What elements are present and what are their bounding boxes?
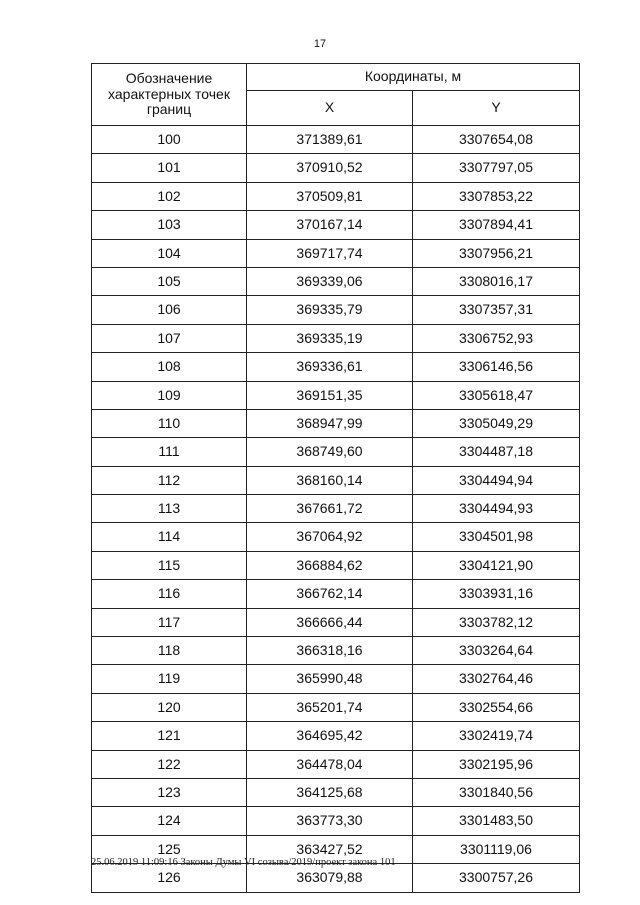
point-cell: 125	[92, 835, 247, 863]
x-coordinate-cell: 365201,74	[247, 693, 413, 721]
point-cell: 107	[92, 324, 247, 352]
table-row	[92, 580, 580, 608]
point-cell: 113	[92, 495, 247, 523]
y-coordinate-cell: 3307853,22	[413, 182, 580, 210]
table-row	[92, 693, 580, 721]
point-cell: 120	[92, 693, 247, 721]
y-coordinate-cell: 3303931,16	[413, 580, 580, 608]
point-cell: 119	[92, 665, 247, 693]
y-coordinate-cell: 3308016,17	[413, 267, 580, 295]
table-row	[92, 154, 580, 182]
x-coordinate-cell: 364125,68	[247, 778, 413, 806]
x-coordinate-cell: 370509,81	[247, 182, 413, 210]
y-coordinate-cell: 3307956,21	[413, 239, 580, 267]
y-coordinate-cell: 3302195,96	[413, 750, 580, 778]
y-coordinate-cell: 3304494,93	[413, 495, 580, 523]
point-cell: 122	[92, 750, 247, 778]
point-cell: 102	[92, 182, 247, 210]
point-cell: 108	[92, 353, 247, 381]
point-cell: 104	[92, 239, 247, 267]
x-coordinate-cell: 369336,61	[247, 353, 413, 381]
x-coordinate-cell: 366884,62	[247, 551, 413, 579]
y-coordinate-cell: 3301119,06	[413, 835, 580, 863]
point-cell: 103	[92, 211, 247, 239]
y-coordinate-cell: 3304494,94	[413, 466, 580, 494]
table-row	[92, 211, 580, 239]
y-coordinate-cell: 3307797,05	[413, 154, 580, 182]
x-coordinate-cell: 363427,52	[247, 835, 413, 863]
x-coordinate-cell: 369717,74	[247, 239, 413, 267]
table-row	[92, 551, 580, 579]
y-coordinate-cell: 3303264,64	[413, 637, 580, 665]
x-coordinate-cell: 367661,72	[247, 495, 413, 523]
y-coordinate-cell: 3300757,26	[413, 864, 580, 892]
x-coordinate-cell: 369335,79	[247, 296, 413, 324]
point-cell: 111	[92, 438, 247, 466]
table-body	[92, 126, 580, 893]
y-coordinate-cell: 3306146,56	[413, 353, 580, 381]
y-coordinate-cell: 3304487,18	[413, 438, 580, 466]
y-coordinate-cell: 3302764,46	[413, 665, 580, 693]
x-coordinate-cell: 363079,88	[247, 864, 413, 892]
point-cell: 123	[92, 778, 247, 806]
x-coordinate-cell: 369151,35	[247, 381, 413, 409]
point-cell: 124	[92, 807, 247, 835]
y-coordinate-cell: 3307894,41	[413, 211, 580, 239]
x-coordinate-cell: 366762,14	[247, 580, 413, 608]
table-row	[92, 353, 580, 381]
y-coordinate-cell: 3307654,08	[413, 126, 580, 154]
y-coordinate-cell: 3307357,31	[413, 296, 580, 324]
table-row	[92, 267, 580, 295]
table-row	[92, 523, 580, 551]
point-cell: 116	[92, 580, 247, 608]
x-coordinate-cell: 366666,44	[247, 608, 413, 636]
header-y: Y	[413, 91, 580, 126]
table-row	[92, 495, 580, 523]
table-row	[92, 239, 580, 267]
y-coordinate-cell: 3304501,98	[413, 523, 580, 551]
y-coordinate-cell: 3306752,93	[413, 324, 580, 352]
table-row	[92, 637, 580, 665]
y-coordinate-cell: 3302419,74	[413, 722, 580, 750]
point-cell: 121	[92, 722, 247, 750]
point-cell: 117	[92, 608, 247, 636]
x-coordinate-cell: 369339,06	[247, 267, 413, 295]
point-cell: 112	[92, 466, 247, 494]
y-coordinate-cell: 3302554,66	[413, 693, 580, 721]
y-coordinate-cell: 3301483,50	[413, 807, 580, 835]
header-designation: Обозначение характерных точек границ	[92, 64, 247, 126]
point-cell: 105	[92, 267, 247, 295]
point-cell: 118	[92, 637, 247, 665]
page-number: 17	[313, 38, 327, 50]
x-coordinate-cell: 364478,04	[247, 750, 413, 778]
table-row	[92, 608, 580, 636]
point-cell: 100	[92, 126, 247, 154]
point-cell: 109	[92, 381, 247, 409]
table-row	[92, 324, 580, 352]
y-coordinate-cell: 3301840,56	[413, 778, 580, 806]
x-coordinate-cell: 367064,92	[247, 523, 413, 551]
x-coordinate-cell: 368947,99	[247, 409, 413, 437]
x-coordinate-cell: 369335,19	[247, 324, 413, 352]
point-cell: 110	[92, 409, 247, 437]
table-row	[92, 126, 580, 154]
x-coordinate-cell: 366318,16	[247, 637, 413, 665]
y-coordinate-cell: 3305049,29	[413, 409, 580, 437]
table-row	[92, 466, 580, 494]
table-row	[92, 778, 580, 806]
footer-stamp: 25.06.2019 11:09:16 Законы Думы VI созыва/2019/проект закона 101	[91, 857, 396, 868]
x-coordinate-cell: 368749,60	[247, 438, 413, 466]
point-cell: 126	[92, 864, 247, 892]
x-coordinate-cell: 368160,14	[247, 466, 413, 494]
x-coordinate-cell: 371389,61	[247, 126, 413, 154]
coordinates-table	[91, 63, 580, 893]
table-row	[92, 296, 580, 324]
table-row	[92, 182, 580, 210]
table-row	[92, 409, 580, 437]
x-coordinate-cell: 370910,52	[247, 154, 413, 182]
point-cell: 114	[92, 523, 247, 551]
x-coordinate-cell: 363773,30	[247, 807, 413, 835]
table-row	[92, 438, 580, 466]
header-x: X	[247, 91, 413, 126]
table-row	[92, 722, 580, 750]
point-cell: 101	[92, 154, 247, 182]
table-row	[92, 750, 580, 778]
y-coordinate-cell: 3303782,12	[413, 608, 580, 636]
table-row	[92, 665, 580, 693]
y-coordinate-cell: 3304121,90	[413, 551, 580, 579]
point-cell: 106	[92, 296, 247, 324]
table-row	[92, 807, 580, 835]
x-coordinate-cell: 365990,48	[247, 665, 413, 693]
y-coordinate-cell: 3305618,47	[413, 381, 580, 409]
point-cell: 115	[92, 551, 247, 579]
header-coordinates: Координаты, м	[247, 64, 580, 91]
table-row	[92, 381, 580, 409]
x-coordinate-cell: 370167,14	[247, 211, 413, 239]
x-coordinate-cell: 364695,42	[247, 722, 413, 750]
